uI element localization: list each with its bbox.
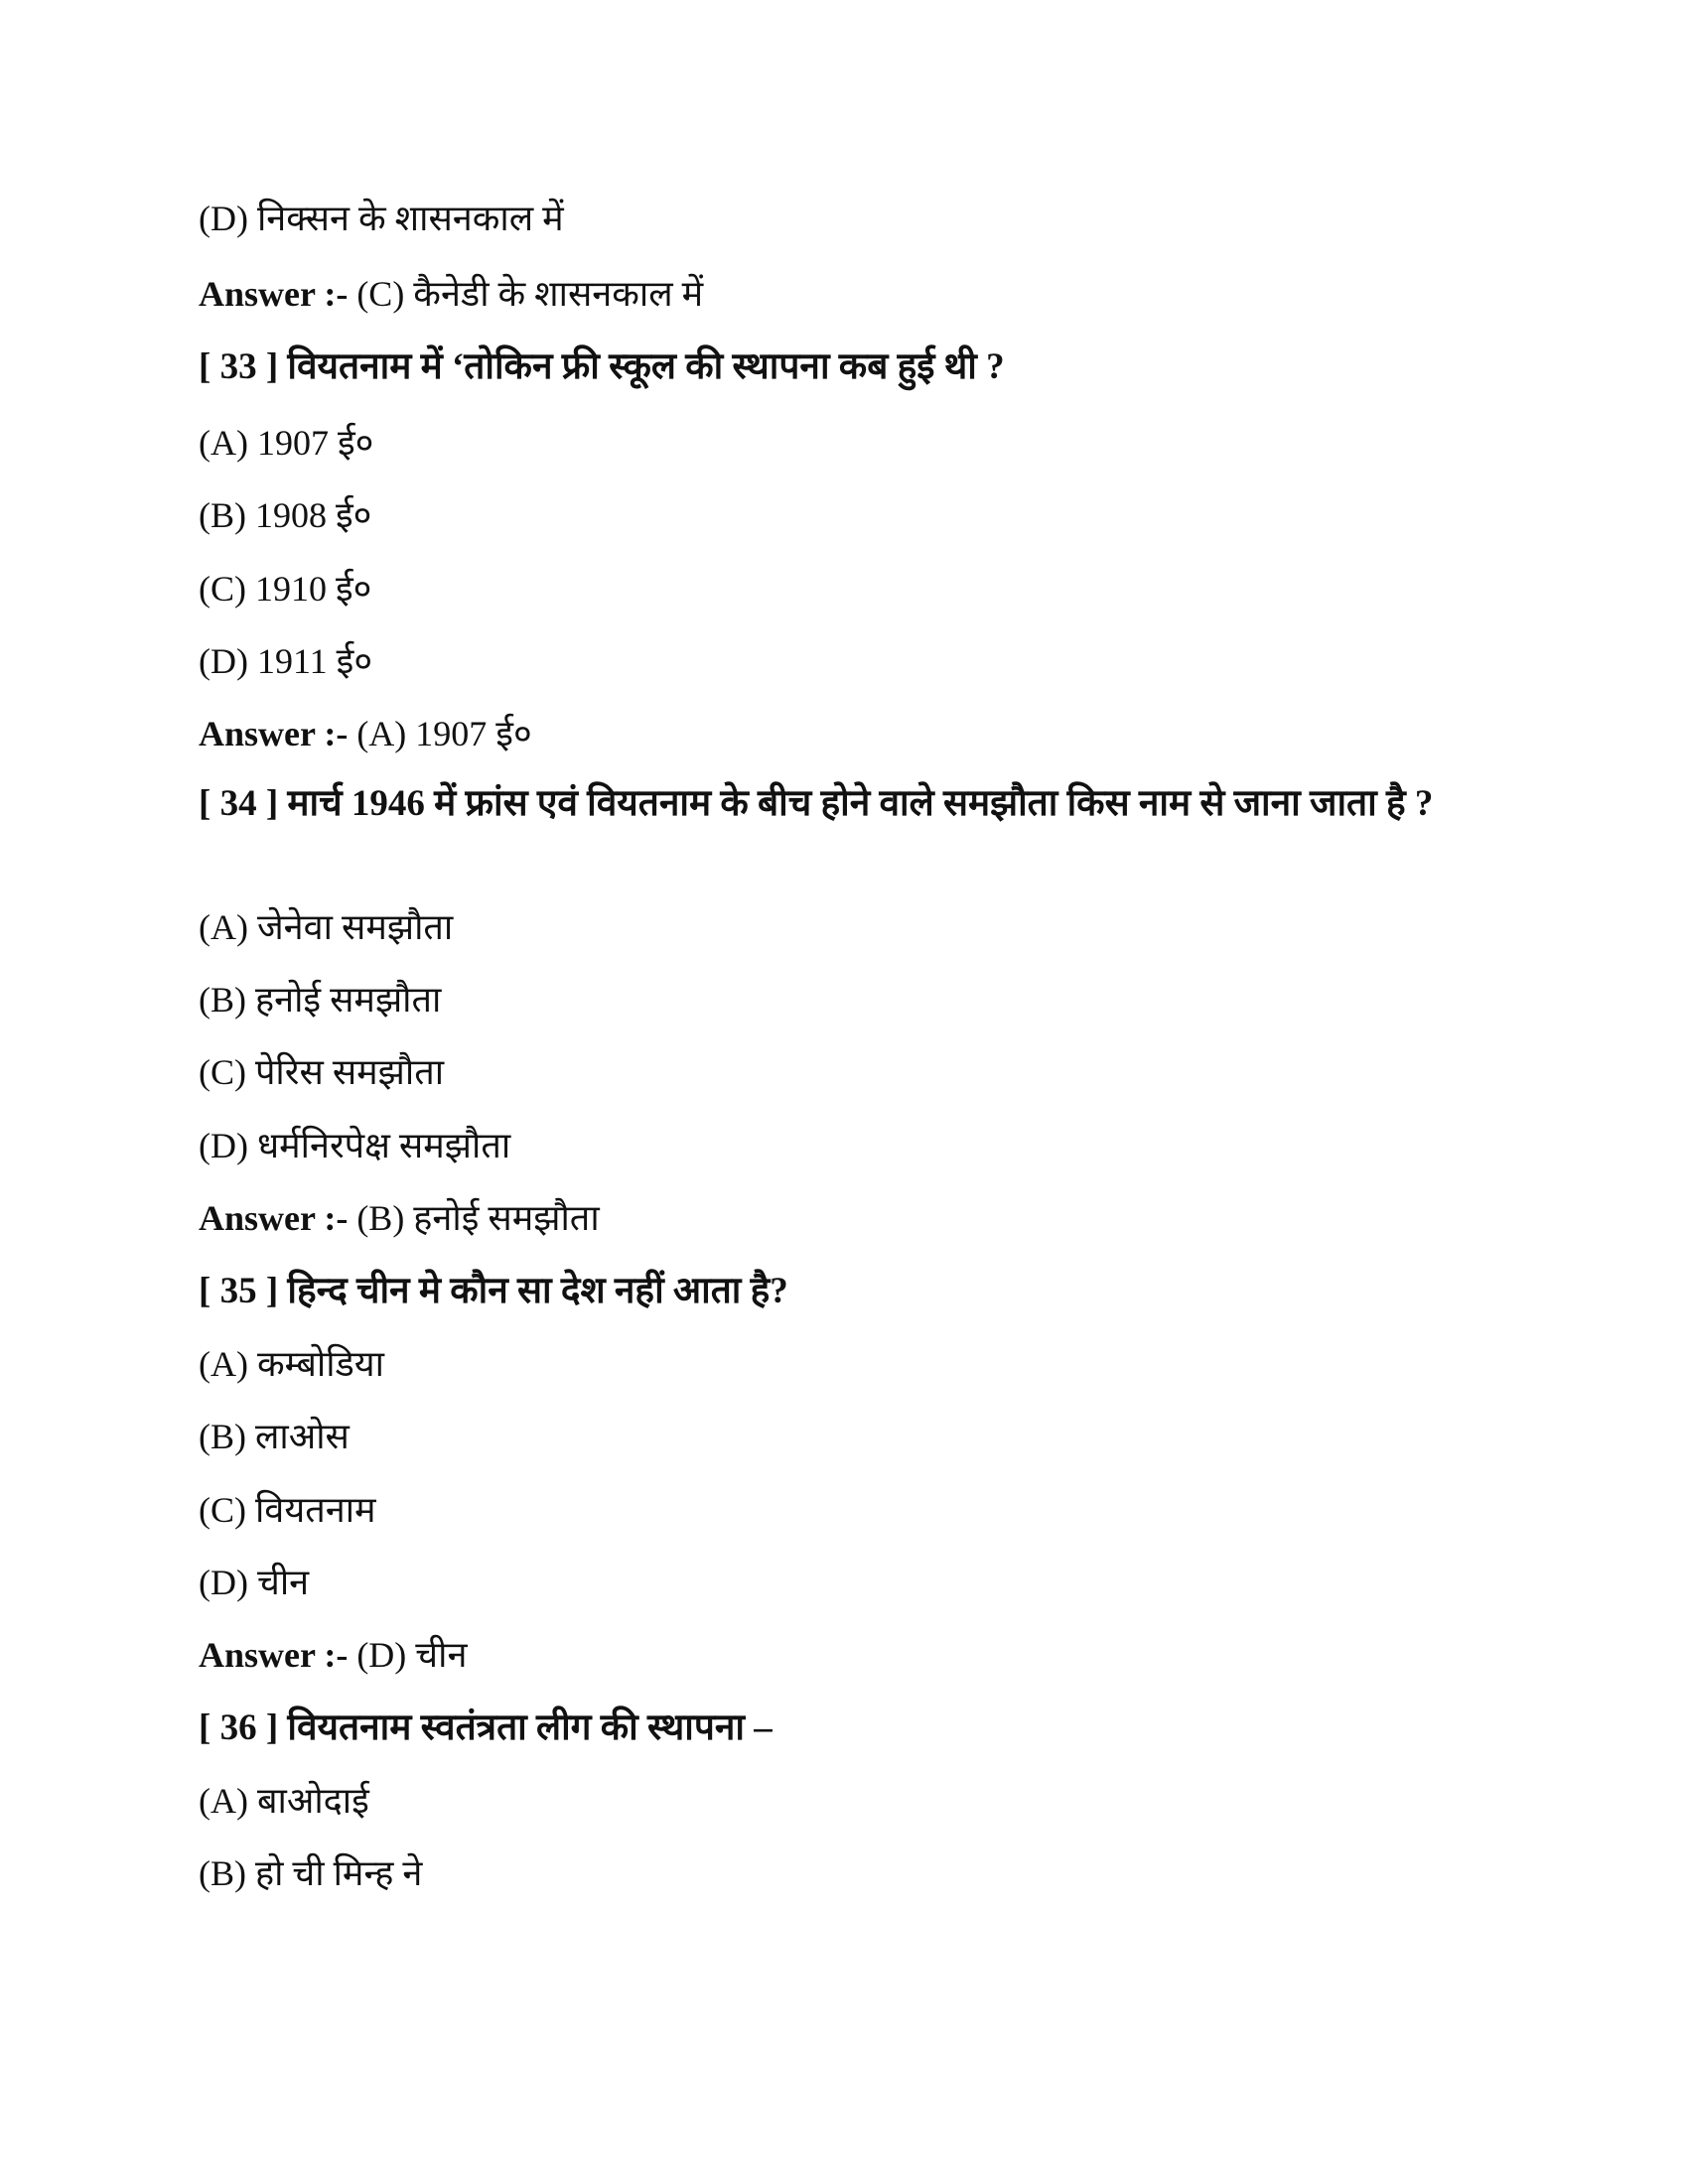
question-number: [ 36 ] [199,1707,279,1748]
option-d: (D) निक्सन के शासनकाल में [199,199,564,238]
option-d: (D) 1911 ई० [199,641,373,681]
question-text: मार्च 1946 में फ्रांस एवं वियतनाम के बीच होने वाले समझौता किस नाम से जाना जाता है ? [287,783,1434,824]
answer-value: (D) चीन [356,1635,468,1675]
answer-label: Answer :- [199,1635,349,1675]
option-c: (C) पेरिस समझौता [199,1052,445,1092]
option-b: (B) हनोई समझौता [199,980,442,1020]
answer-label: Answer :- [199,1198,349,1238]
answer-line [199,270,703,318]
question-text: वियतनाम में ‘तोकिन फ्री स्कूल की स्थापना कब हुई थी ? [287,346,1005,387]
answer-value: (C) कैनेडी के शासनकाल में [356,274,704,314]
option-c: (C) 1910 ई० [199,569,372,609]
option-b: (B) लाओस [199,1417,350,1456]
option-a: (A) जेनेवा समझौता [199,907,454,947]
question-number: [ 33 ] [199,346,279,387]
question-33 [199,343,1005,391]
option-a: (A) कम्बोडिया [199,1344,384,1384]
answer-value: (B) हनोई समझौता [356,1198,600,1238]
question-number: [ 34 ] [199,783,279,824]
question-34 [199,778,1489,830]
answer-label: Answer :- [199,274,349,314]
option-a: (A) 1907 ई० [199,423,374,463]
answer-label: Answer :- [199,714,349,753]
question-number: [ 35 ] [199,1271,279,1311]
question-35 [199,1268,788,1315]
option-c: (C) वियतनाम [199,1490,376,1530]
option-b: (B) 1908 ई० [199,495,372,535]
answer-line [199,1194,600,1242]
question-36 [199,1705,773,1752]
option-d: (D) धर्मनिरपेक्ष समझौता [199,1126,511,1165]
answer-value: (A) 1907 ई० [356,714,532,753]
answer-line [199,710,532,757]
question-text: वियतनाम स्वतंत्रता लीग की स्थापना – [287,1707,773,1748]
option-a: (A) बाओदाई [199,1781,369,1821]
option-b: (B) हो ची मिन्ह ने [199,1853,423,1893]
option-d: (D) चीन [199,1563,310,1602]
question-text: हिन्द चीन मे कौन सा देश नहीं आता है? [287,1271,788,1311]
answer-line [199,1631,467,1679]
